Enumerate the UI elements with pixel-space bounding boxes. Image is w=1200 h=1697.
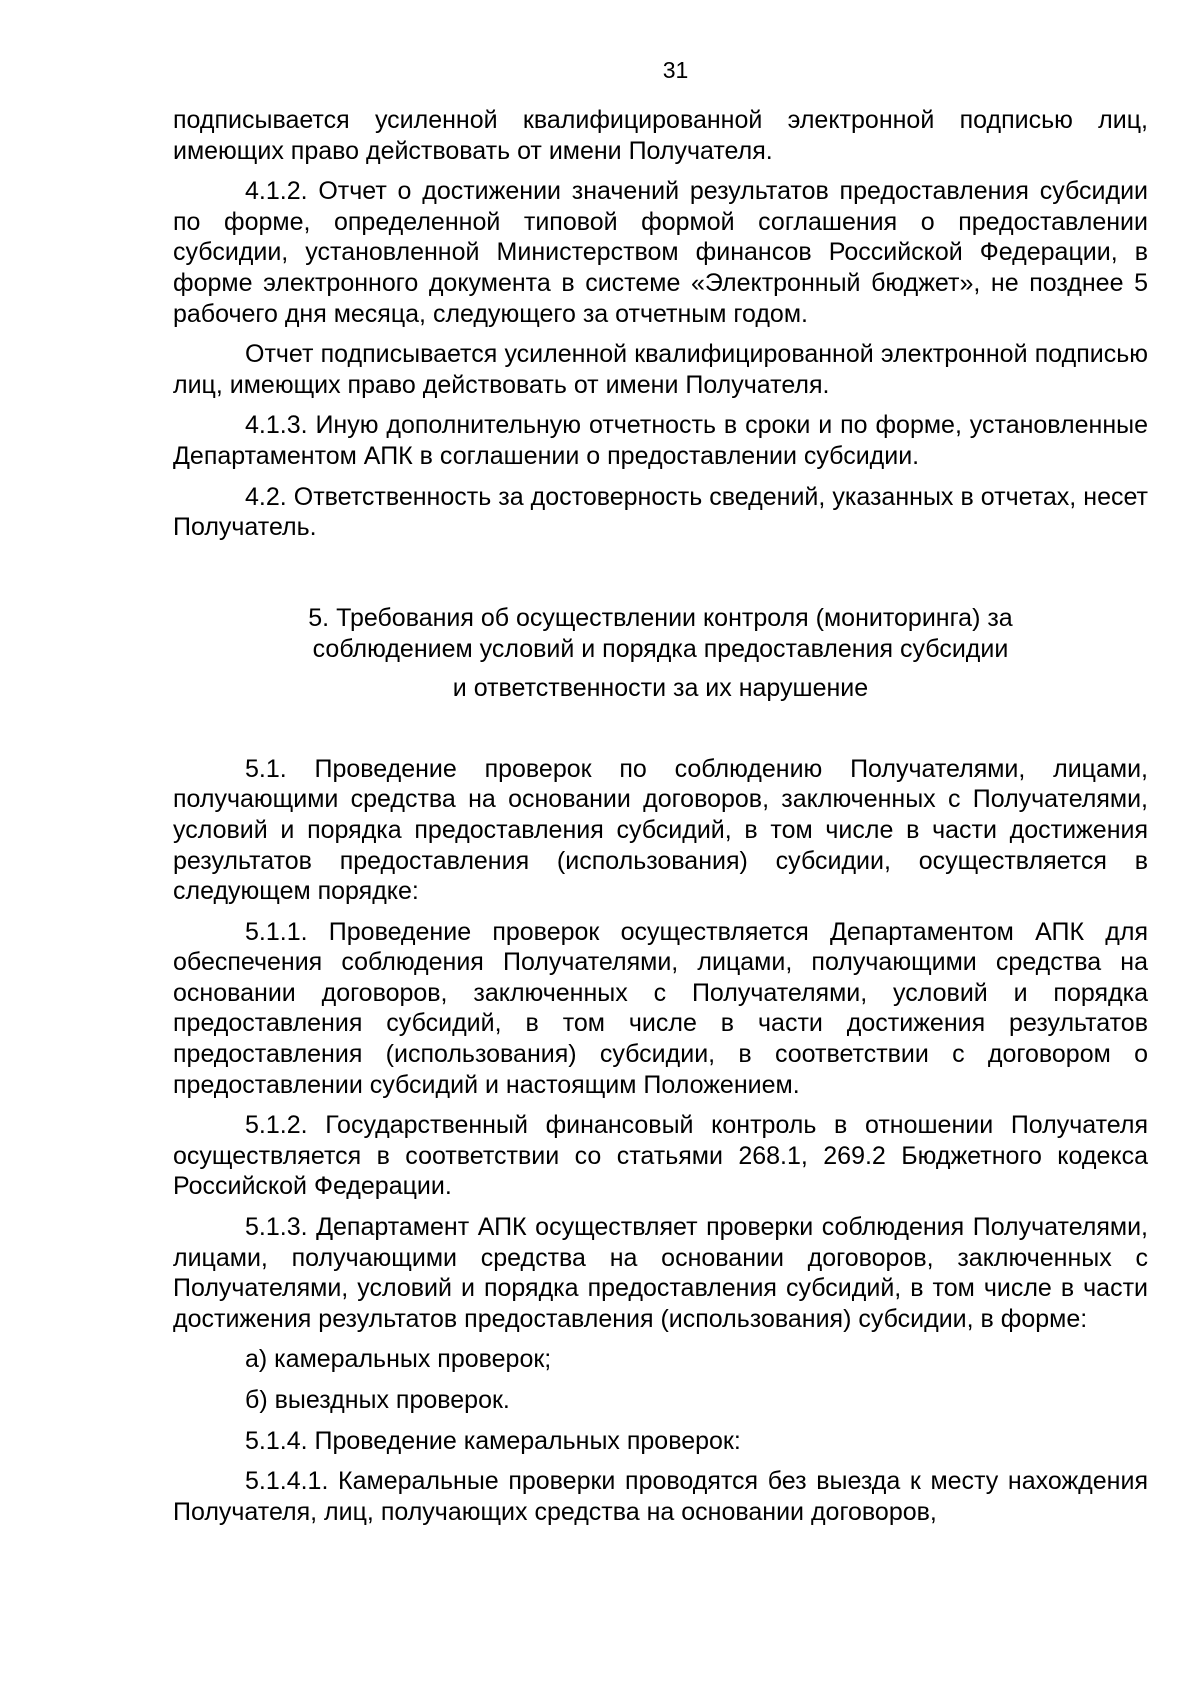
- paragraph-5-1: 5.1. Проведение проверок по соблюдению Получателями, лицами, получающими средства на основании договоров, заключенных с Получателями, условий и порядка предоставления субсидий, в том числе в части достижения результатов предоставления (использования) субсидии, осуществляется в следующем порядке:: [173, 754, 1148, 906]
- paragraph-continuation: подписывается усиленной квалифицированной электронной подписью лиц, имеющих право действовать от имени Получателя.: [173, 106, 1148, 165]
- paragraph-4-1-3: 4.1.3. Иную дополнительную отчетность в сроки и по форме, установленные Департаментом АПК в соглашении о предоставлении субсидии.: [173, 411, 1148, 470]
- list-item-a: а) камеральных проверок;: [245, 1345, 552, 1374]
- paragraph-5-1-1: 5.1.1. Проведение проверок осуществляется Департаментом АПК для обеспечения соблюдения Получателями, лицами, получающими средства на основании договоров, заключенных с Получателями, условий и порядка предоставления субсидий, в том числе в части достижения результатов предоставления (использования) субсидии, в соответствии с договором о предоставлении субсидий и настоящим Положением.: [173, 917, 1148, 1099]
- paragraph-5-1-2: 5.1.2. Государственный финансовый контроль в отношении Получателя осуществляется в соответствии со статьями 268.1, 269.2 Бюджетного кодекса Российской Федерации.: [173, 1111, 1148, 1201]
- paragraph-5-1-3: 5.1.3. Департамент АПК осуществляет проверки соблюдения Получателями, лицами, получающими средства на основании договоров, заключенных с Получателями, условий и порядка предоставления субсидий, в том числе в части достижения результатов предоставления (использования) субсидии, в форме:: [173, 1213, 1148, 1333]
- paragraph-5-1-4-1: 5.1.4.1. Камеральные проверки проводятся без выезда к месту нахождения Получателя, лиц, получающих средства на основании договоров,: [173, 1467, 1148, 1526]
- spacer: [173, 553, 1148, 603]
- spacer: [173, 704, 1148, 754]
- paragraph-4-1-2: 4.1.2. Отчет о достижении значений результатов предоставления субсидии по форме, определенной типовой формой соглашения о предоставлении субсидии, установленной Министерством финансов Российской Федерации, в форме электронного документа в системе «Электронный бюджет», не позднее 5 рабочего дня месяца, следующего за отчетным годом.: [173, 177, 1148, 328]
- page-number: 31: [662, 57, 689, 83]
- spacer: [173, 665, 1148, 673]
- paragraph-4-2: 4.2. Ответственность за достоверность сведений, указанных в отчетах, несет Получатель.: [173, 482, 1148, 542]
- section-heading-line-1: 5. Требования об осуществлении контроля (мониторинга) за: [308, 603, 1013, 632]
- list-item-b: б) выездных проверок.: [245, 1386, 510, 1414]
- section-heading-line-2: соблюдением условий и порядка предоставления субсидии: [312, 634, 1009, 663]
- paragraph-report-signature: Отчет подписывается усиленной квалифицированной электронной подписью лиц, имеющих право действовать от имени Получателя.: [173, 340, 1148, 399]
- section-heading-line-3: и ответственности за их нарушение: [452, 673, 869, 702]
- paragraph-5-1-4: 5.1.4. Проведение камеральных проверок:: [245, 1426, 741, 1455]
